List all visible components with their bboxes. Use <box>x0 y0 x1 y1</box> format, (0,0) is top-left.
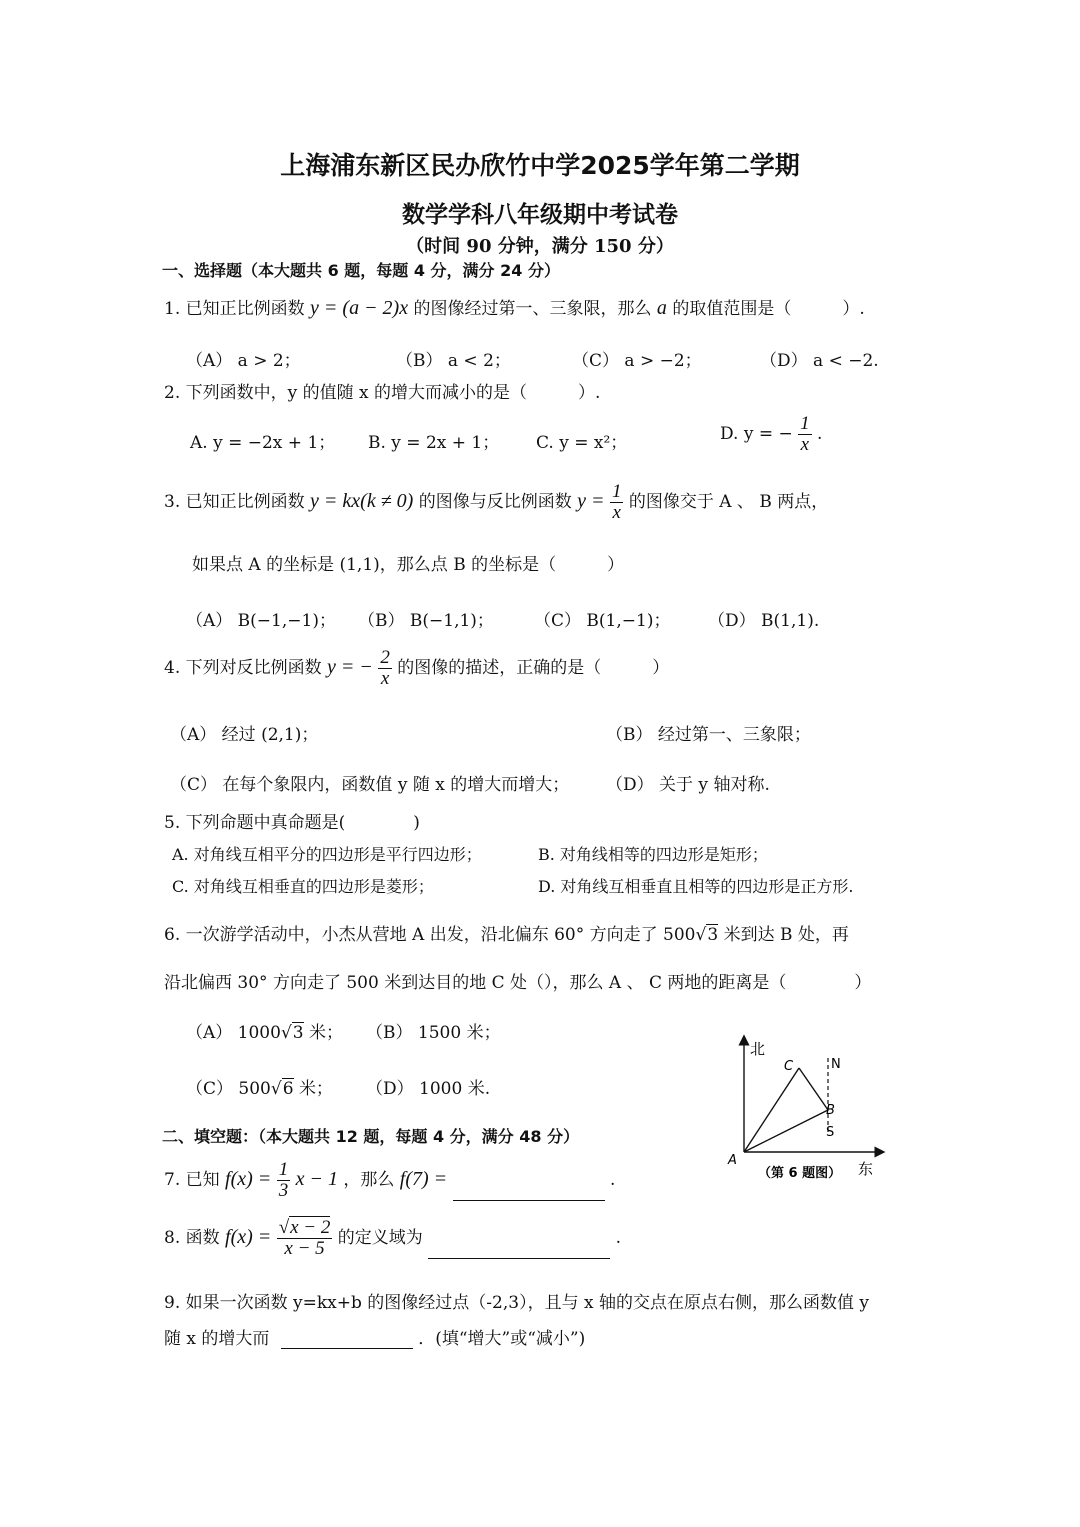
point-b-label: B <box>826 1103 835 1118</box>
q7-numerator: 1 <box>278 1159 289 1180</box>
figure-caption: （第 6 题图） <box>758 1166 842 1181</box>
q7-formula2: f(7) = <box>399 1167 448 1190</box>
q6-line1-sqrt: 3 <box>707 925 719 945</box>
q8-fraction <box>277 1218 333 1259</box>
q1-pre: 1. 已知正比例函数 <box>164 299 305 319</box>
q9-line2-post: ．(填“增大”或“减小”) <box>418 1329 586 1349</box>
q4-pre: 4. 下列对反比例函数 <box>164 657 322 678</box>
q4-denominator: x <box>380 667 390 689</box>
q7-fraction <box>277 1160 291 1201</box>
q6-a-post: 米； <box>309 1023 344 1043</box>
q8-formula: f(x) = <box>225 1225 272 1248</box>
q7-formula-post: x − 1 <box>295 1167 338 1190</box>
q7-mid: ，那么 <box>343 1169 395 1190</box>
q6-option-b: （B） 1500 米； <box>366 1023 501 1043</box>
q3-mid: 的图像与反比例函数 <box>418 491 572 512</box>
q8-numerator-radicand: x − 2 <box>290 1217 331 1238</box>
question-1 <box>164 294 865 320</box>
q8-numerator: √x − 2 <box>278 1217 331 1238</box>
q7-denominator: 3 <box>278 1179 289 1201</box>
question-8 <box>164 1218 621 1259</box>
q8-post: 的定义域为 <box>337 1227 423 1248</box>
q1-option-b: （B） a < 2； <box>396 351 511 371</box>
q3-denominator: x <box>612 501 621 523</box>
q5-option-b: B. 对角线相等的四边形是矩形； <box>538 845 768 864</box>
q2-option-a: A. y = −2x + 1； <box>190 433 336 453</box>
point-s-label: S <box>826 1125 835 1140</box>
q2-option-d-fraction <box>798 414 812 455</box>
q8-end: . <box>615 1227 622 1248</box>
q9-line2-pre: 随 x 的增大而 <box>164 1329 270 1349</box>
q6-line1-post: 米到达 B 处，再 <box>723 925 849 945</box>
q6-a-pre: （A） 1000 <box>186 1023 281 1043</box>
q6-option-a: （A） 1000√3 米； <box>186 1023 344 1043</box>
q4-formula: y = − <box>327 655 373 678</box>
q6-line1-pre: 6. 一次游学活动中，小杰从营地 A 出发，沿北偏东 60° 方向走了 500 <box>164 925 696 945</box>
q6-c-sqrt: 6 <box>282 1079 294 1099</box>
segment-ac <box>744 1068 799 1152</box>
q5-option-a: A. 对角线互相平分的四边形是平行四边形； <box>172 845 482 864</box>
q2-option-d <box>720 414 822 455</box>
question-5: 5. 下列命题中真命题是( ) <box>164 813 420 833</box>
point-n-label: N <box>831 1057 841 1072</box>
q1-option-d: （D） a < −2. <box>760 351 879 371</box>
question-2: 2. 下列函数中，y 的值随 x 的增大而减小的是（ ）. <box>164 383 601 403</box>
q6-c-pre: （C） 500 <box>186 1079 271 1099</box>
q4-option-a: （A） 经过 (2,1)； <box>170 725 319 745</box>
q6-figure <box>720 1034 900 1184</box>
question-7 <box>164 1160 615 1201</box>
q3-option-a: （A） B(−1,−1)； <box>186 611 336 631</box>
q3-formula: y = kx(k ≠ 0) <box>310 489 414 512</box>
q3-line2: 如果点 A 的坐标是 (1,1)，那么点 B 的坐标是（ ） <box>192 555 625 575</box>
q6-option-c: （C） 500√6 米； <box>186 1079 333 1099</box>
question-4 <box>164 648 669 689</box>
q4-fraction <box>378 648 392 689</box>
q5-option-d: D. 对角线互相垂直且相等的四边形是正方形. <box>538 877 854 896</box>
q5-option-c: C. 对角线互相垂直的四边形是菱形； <box>172 877 434 896</box>
q2-d-end: . <box>817 423 823 444</box>
question-3 <box>164 482 828 523</box>
q6-a-sqrt: 3 <box>292 1023 304 1043</box>
q1-tail: 的取值范围是（ ）. <box>672 299 865 319</box>
q3-fraction <box>610 482 624 523</box>
q3-option-b: （B） B(−1,1)； <box>358 611 494 631</box>
q1-option-a: （A） a > 2； <box>186 351 301 371</box>
q2-d-denominator: x <box>800 433 810 455</box>
q7-answer-blank[interactable] <box>453 1180 605 1201</box>
q4-post: 的图像的描述，正确的是（ ） <box>397 657 670 678</box>
east-label: 东 <box>858 1160 874 1178</box>
exam-subtitle: 数学学科八年级期中考试卷 <box>402 202 678 228</box>
q4-option-c: （C） 在每个象限内，函数值 y 随 x 的增大而增大； <box>170 775 570 795</box>
q8-answer-blank[interactable] <box>428 1238 610 1259</box>
q3-pre: 3. 已知正比例函数 <box>164 491 305 512</box>
q2-d-numerator: 1 <box>800 413 810 434</box>
q3-option-c: （C） B(1,−1)； <box>534 611 671 631</box>
q8-denominator: x − 5 <box>284 1237 325 1259</box>
q4-option-d: （D） 关于 y 轴对称. <box>606 775 770 795</box>
q7-pre: 7. 已知 <box>164 1169 220 1190</box>
segment-bc <box>799 1068 828 1110</box>
north-label: 北 <box>750 1040 766 1058</box>
q9-answer-blank[interactable] <box>281 1328 413 1349</box>
question-9-line2 <box>164 1324 585 1349</box>
point-c-label: C <box>784 1059 794 1074</box>
q3-post: 的图像交于 A 、 B 两点， <box>628 491 829 512</box>
q4-option-b: （B） 经过第一、三象限； <box>606 725 811 745</box>
q7-formula: f(x) = <box>225 1167 272 1190</box>
q3-formula2: y = <box>577 489 605 512</box>
question-6-line1: 6. 一次游学活动中，小杰从营地 A 出发，沿北偏东 60° 方向走了 500√3 米到达 B 处，再 <box>164 925 849 945</box>
question-6-line2: 沿北偏西 30° 方向走了 500 米到达目的地 C 处（），那么 A 、 C 两地的距离是（ ） <box>164 973 872 993</box>
q6-c-post: 米； <box>298 1079 333 1099</box>
exam-title: 上海浦东新区民办欣竹中学2025学年第二学期 <box>280 151 800 180</box>
q2-option-d-label: D. y = − <box>720 423 793 444</box>
q2-option-b: B. y = 2x + 1； <box>368 433 500 453</box>
q1-option-c: （C） a > −2； <box>572 351 702 371</box>
point-a-label: A <box>728 1153 737 1168</box>
q6-option-d: （D） 1000 米. <box>366 1079 491 1099</box>
q1-var: a <box>656 297 667 319</box>
q8-pre: 8. 函数 <box>164 1227 220 1248</box>
question-9-line1: 9. 如果一次函数 y=kx+b 的图像经过点（-2,3），且与 x 轴的交点在原点右侧，那么函数值 y <box>164 1293 869 1313</box>
q3-numerator: 1 <box>611 481 622 502</box>
time-note: （时间 90 分钟，满分 150 分） <box>406 236 674 257</box>
section-2-heading: 二、填空题：（本大题共 12 题，每题 4 分，满分 48 分） <box>162 1127 580 1146</box>
q7-end: . <box>609 1169 616 1190</box>
q3-option-d: （D） B(1,1). <box>708 611 820 631</box>
section-1-heading: 一、选择题（本大题共 6 题，每题 4 分，满分 24 分） <box>162 261 560 280</box>
q2-option-c: C. y = x²； <box>536 433 628 453</box>
q4-numerator: 2 <box>380 647 390 668</box>
q1-post: 的图像经过第一、三象限，那么 <box>413 299 652 319</box>
segment-ab <box>744 1110 828 1152</box>
q1-formula: y = (a − 2)x <box>310 297 409 319</box>
